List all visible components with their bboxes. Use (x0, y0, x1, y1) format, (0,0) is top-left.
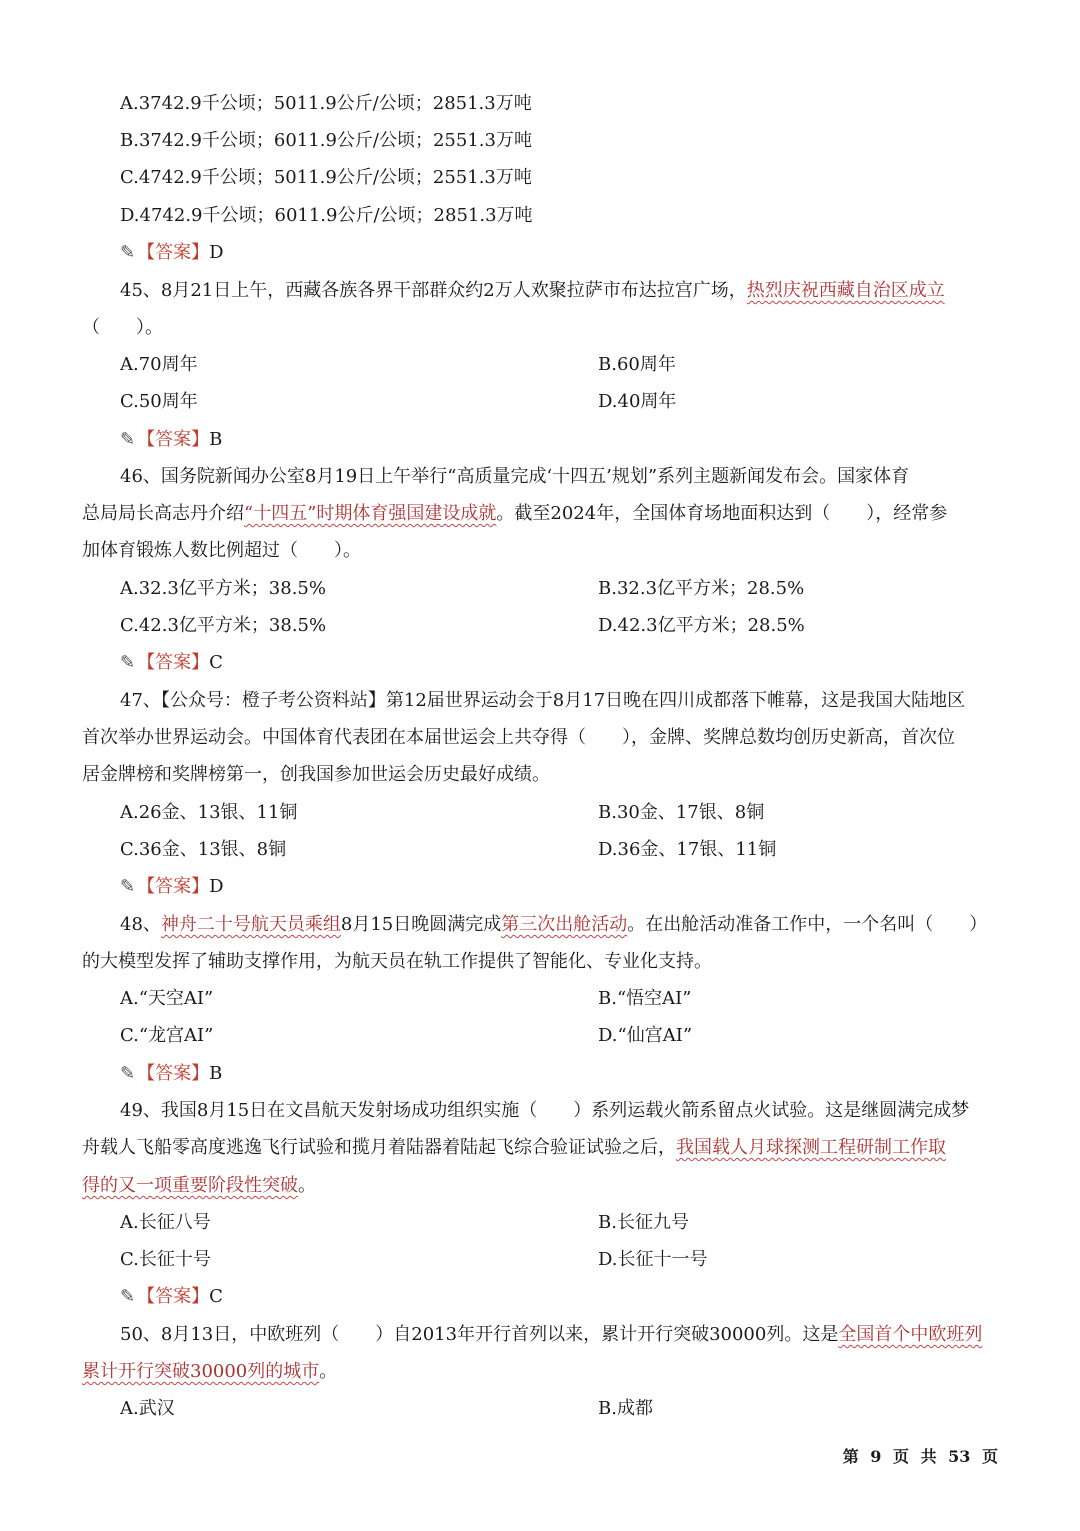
q44-option-b: B.3742.9千公顷；6011.9公斤/公顷；2551.3万吨 (120, 130, 532, 151)
answer-value: B (209, 429, 223, 450)
q47-stem-line1: 47、【公众号：橙子考公资料站】第12届世界运动会于8月17日晚在四川成都落下帷幕，这是我国大陆地区 (120, 690, 966, 711)
q47-answer (120, 876, 224, 898)
q49-option-b: B.长征九号 (598, 1212, 689, 1233)
q48-option-a: A.“天空AI” (120, 988, 214, 1009)
pencil-icon: ✎ (120, 1286, 136, 1307)
q45-option-c: C.50周年 (120, 391, 198, 412)
q46-stem-line1: 46、国务院新闻办公室8月19日上午举行“高质量完成‘十四五’规划”系列主题新闻发布会。国家体育 (120, 466, 910, 487)
q49-option-a: A.长征八号 (120, 1212, 211, 1233)
q48-text: 8月15日晚圆满完成 (340, 914, 502, 935)
q49-highlight: 我国载人月球探测工程研制工作取 (676, 1137, 946, 1158)
q47-option-c: C.36金、13银、8铜 (120, 839, 287, 860)
q45-option-d: D.40周年 (598, 391, 677, 412)
q44-answer (120, 242, 224, 264)
pencil-icon: ✎ (120, 1063, 136, 1084)
pencil-icon: ✎ (120, 429, 136, 450)
q49-stem-line1: 49、我国8月15日在文昌航天发射场成功组织实施（ ）系列运载火箭系留点火试验。这是继圆满完成梦 (120, 1100, 970, 1121)
answer-label: 【答案】 (137, 242, 210, 263)
q50-text: 。 (319, 1361, 338, 1382)
q45-stem-line1 (120, 280, 945, 302)
q46-option-b: B.32.3亿平方米；28.5% (598, 578, 805, 599)
q50-option-a: A.武汉 (120, 1398, 175, 1419)
q49-text: 。 (298, 1175, 316, 1196)
q48-highlight: 神舟二十号航天员乘组 (160, 914, 341, 935)
q49-answer (120, 1286, 223, 1308)
q50-highlight: 累计开行突破30000列的城市 (82, 1361, 320, 1382)
q45-highlight: 热烈庆祝西藏自治区成立 (746, 280, 945, 301)
answer-value: B (209, 1063, 223, 1084)
q44-option-d: D.4742.9千公顷；6011.9公斤/公顷；2851.3万吨 (120, 205, 533, 226)
q50-stem-line2 (82, 1361, 337, 1383)
answer-label: 【答案】 (137, 1063, 210, 1084)
q46-stem-line2 (82, 503, 947, 525)
q49-highlight: 得的又一项重要阶段性突破 (82, 1175, 298, 1196)
q46-highlight: “十四五”时期体育强国建设成就 (244, 503, 497, 524)
answer-value: D (209, 242, 224, 263)
q44-option-c: C.4742.9千公顷；5011.9公斤/公顷；2551.3万吨 (120, 167, 532, 188)
answer-value: D (209, 876, 224, 897)
q46-stem-line3: 加体育锻炼人数比例超过（ ）。 (82, 540, 361, 561)
q50-option-b: B.成都 (598, 1398, 653, 1419)
q48-option-b: B.“悟空AI” (598, 988, 692, 1009)
pencil-icon: ✎ (120, 876, 136, 897)
q44-option-a: A.3742.9千公顷；5011.9公斤/公顷；2851.3万吨 (120, 93, 532, 114)
q46-option-c: C.42.3亿平方米；38.5% (120, 615, 327, 636)
q48-stem-line2: 的大模型发挥了辅助支撑作用，为航天员在轨工作提供了智能化、专业化支持。 (82, 951, 712, 972)
answer-value: C (209, 652, 223, 673)
q45-option-a: A.70周年 (120, 354, 198, 375)
q46-answer (120, 652, 223, 674)
q47-option-d: D.36金、17银、11铜 (598, 839, 777, 860)
answer-label: 【答案】 (137, 429, 210, 450)
q48-text: 48、 (120, 914, 161, 935)
q45-answer (120, 429, 222, 451)
q46-text: 总局局长高志丹介绍 (82, 503, 244, 524)
q49-option-d: D.长征十一号 (598, 1249, 708, 1270)
pencil-icon: ✎ (120, 242, 136, 263)
q48-text: 。在出舱活动准备工作中，一个名叫（ ） (627, 914, 988, 935)
q45-option-b: B.60周年 (598, 354, 676, 375)
answer-value: C (209, 1286, 223, 1307)
q47-stem-line2: 首次举办世界运动会。中国体育代表团在本届世运会上共夺得（ ），金牌、奖牌总数均创历史新高，首次位 (82, 727, 955, 748)
q49-text: 舟载人飞船零高度逃逸飞行试验和揽月着陆器着陆起飞综合验证试验之后， (82, 1137, 676, 1158)
q50-text: 50、8月13日，中欧班列（ ）自2013年开行首列以来，累计开行突破30000列。这是 (120, 1324, 839, 1345)
q48-answer (120, 1063, 222, 1085)
q45-stem-line2: （ ）。 (82, 317, 163, 338)
q47-option-b: B.30金、17银、8铜 (598, 802, 765, 823)
q48-option-c: C.“龙宫AI” (120, 1025, 214, 1046)
q48-option-d: D.“仙宫AI” (598, 1025, 693, 1046)
q46-option-a: A.32.3亿平方米；38.5% (120, 578, 326, 599)
q48-stem-line1 (120, 914, 987, 936)
q48-highlight: 第三次出舱活动 (501, 914, 628, 935)
q49-stem-line3 (82, 1175, 316, 1197)
q49-stem-line2 (82, 1137, 946, 1159)
answer-label: 【答案】 (137, 876, 210, 897)
q46-option-d: D.42.3亿平方米；28.5% (598, 615, 805, 636)
q49-option-c: C.长征十号 (120, 1249, 211, 1270)
q46-text: 。截至2024年，全国体育场地面积达到（ ），经常参 (496, 503, 948, 524)
pencil-icon: ✎ (120, 652, 136, 673)
q47-option-a: A.26金、13银、11铜 (120, 802, 298, 823)
answer-label: 【答案】 (137, 652, 210, 673)
q50-highlight: 全国首个中欧班列 (838, 1324, 983, 1345)
q50-stem-line1 (120, 1324, 982, 1346)
q47-stem-line3: 居金牌榜和奖牌榜第一，创我国参加世运会历史最好成绩。 (82, 764, 550, 785)
answer-label: 【答案】 (137, 1286, 210, 1307)
page-number: 第 9 页 共 53 页 (842, 1447, 998, 1466)
q45-text: 45、8月21日上午，西藏各族各界干部群众约2万人欢聚拉萨市布达拉宫广场， (120, 280, 747, 301)
